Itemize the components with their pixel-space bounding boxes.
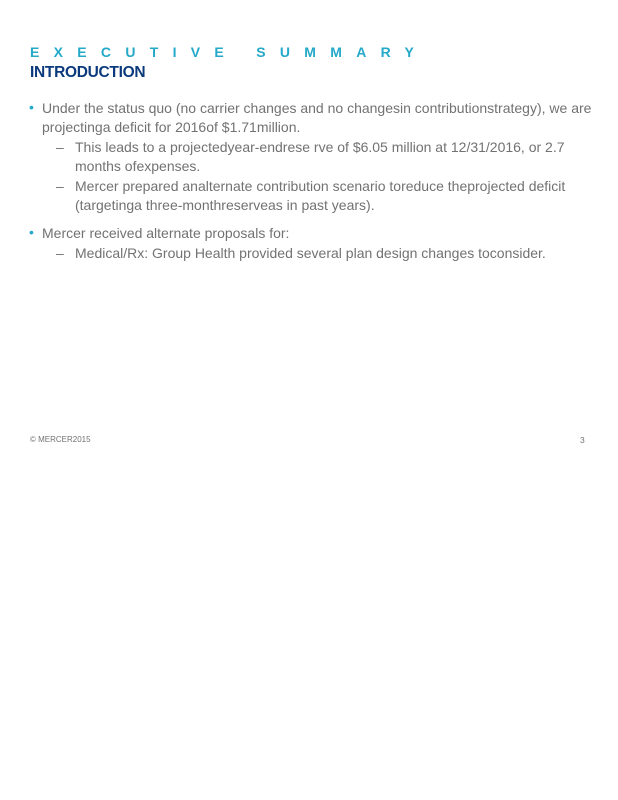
page-title: INTRODUCTION xyxy=(30,64,146,81)
dash-icon: – xyxy=(56,178,64,194)
bullet-item xyxy=(29,224,599,263)
page-number: 3 xyxy=(580,435,585,445)
sub-bullet-item xyxy=(42,138,599,176)
bullet-text: Under the status quo (no carrier changes and no changesin contributionstrategy), we are projectinga deficit for 2016of $1.71million. xyxy=(42,100,592,135)
bullet-text: Mercer received alternate proposals for: xyxy=(42,225,290,241)
sub-bullet-item xyxy=(42,177,599,215)
bullet-list xyxy=(29,99,599,263)
sub-bullet-text: This leads to a projectedyear-endrese rve of $6.05 million at 12/31/2016, or 2.7 months ofexpenses. xyxy=(75,139,565,174)
copyright-notice: © MERCER2015 xyxy=(30,435,91,444)
sub-bullet-text: Mercer prepared analternate contribution scenario toreduce theprojected deficit (targetinga three-monthreserveas in past years). xyxy=(75,178,566,213)
bullet-item xyxy=(29,99,599,215)
dash-icon: – xyxy=(56,245,64,261)
sub-bullet-text: Medical/Rx: Group Health provided several plan design changes toconsider. xyxy=(75,245,546,261)
bullet-icon: • xyxy=(29,99,34,115)
bullet-icon: • xyxy=(29,224,34,240)
section-kicker: EXECUTIVE SUMMARY xyxy=(30,44,429,60)
sub-bullet-item xyxy=(42,244,599,263)
dash-icon: – xyxy=(56,139,64,155)
